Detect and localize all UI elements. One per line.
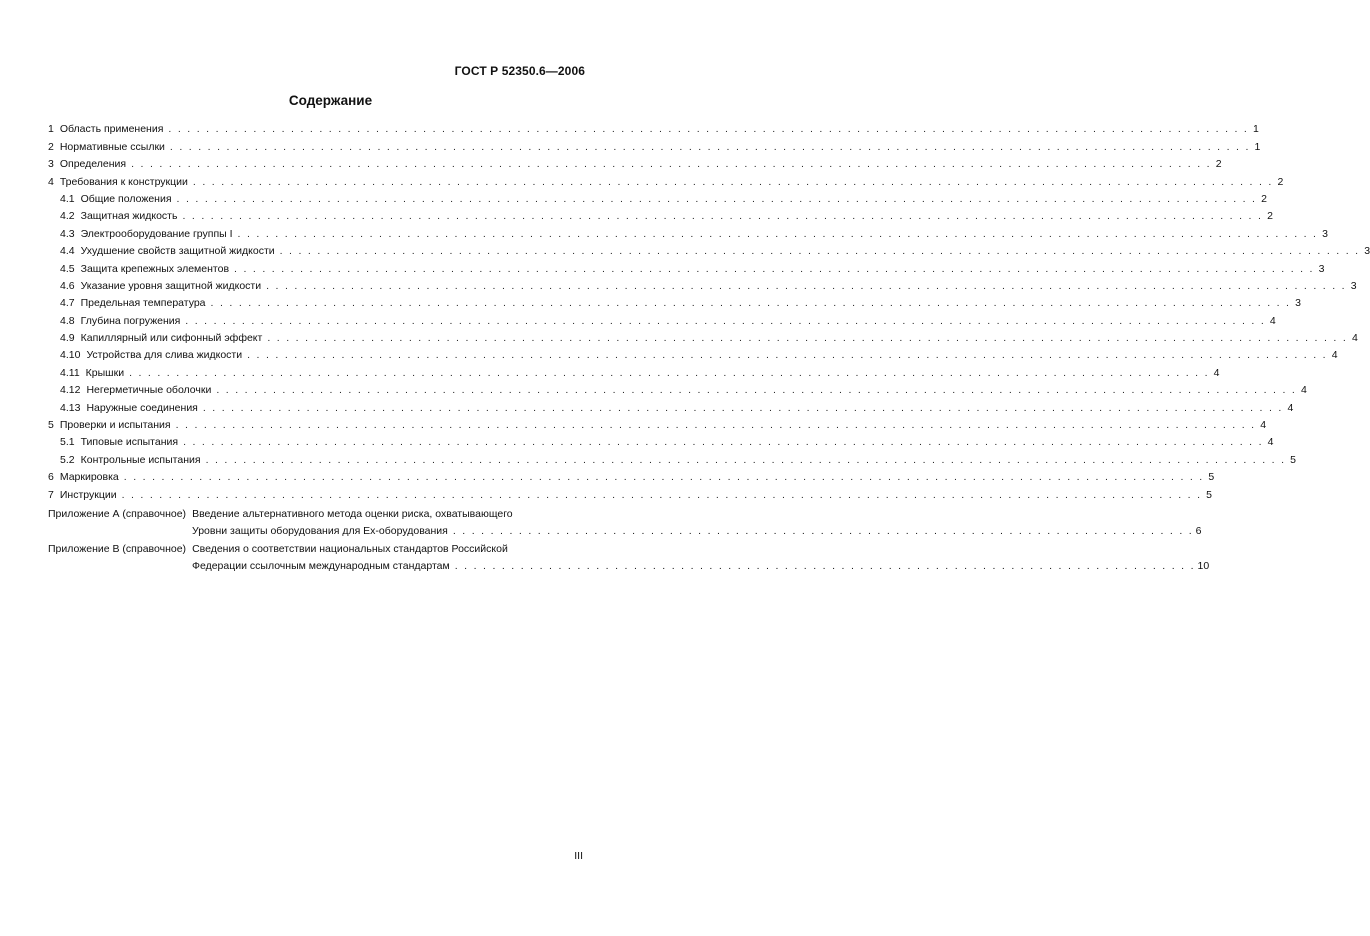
toc-entry-page: 1: [1254, 140, 1261, 153]
toc-entry-title: [60, 367, 124, 380]
toc-entry-title: [60, 436, 178, 449]
toc-entry-page: 4: [1331, 349, 1338, 362]
toc-entry-title: [60, 245, 275, 258]
toc-leader-dots: [122, 489, 1200, 502]
toc-entry[interactable]: [48, 362, 1220, 379]
toc-entry-number: 4.3: [60, 227, 75, 240]
toc-entry-title: [60, 210, 177, 223]
toc-entry-page: 2: [1277, 175, 1284, 188]
toc-leader-dots: [280, 245, 1358, 258]
appendix-second-line: [48, 520, 1202, 537]
toc-entry-number: 4.11: [60, 366, 80, 379]
appendix-title-line2: Уровни защиты оборудования для Ex-оборудования: [192, 524, 448, 537]
toc-entry-title: [60, 454, 201, 467]
toc-entry[interactable]: [48, 449, 1297, 466]
toc-entry-page: 3: [1364, 245, 1370, 258]
toc-entry-title: [60, 280, 261, 293]
toc-entry-page: 4: [1213, 366, 1220, 379]
toc-entry[interactable]: [48, 171, 1284, 188]
appendix-title-line1: Сведения о соответствии национальных стандартов Российской: [192, 542, 508, 555]
toc-leader-dots: [455, 560, 1194, 572]
document-code: ГОСТ Р 52350.6—2006: [454, 64, 585, 78]
toc-entry-number: 7: [48, 488, 54, 501]
toc-entry-text: Контрольные испытания: [80, 453, 201, 466]
toc-leader-dots: [177, 193, 1255, 206]
toc-leader-dots: [266, 280, 1344, 293]
toc-entry-text: Проверки и испытания: [59, 419, 171, 432]
toc-entry-text: Предельная температура: [80, 297, 206, 310]
toc-entry-text: Указание уровня защитной жидкости: [80, 279, 262, 292]
toc-entry[interactable]: [48, 136, 1261, 153]
toc-entry-number: 5.2: [60, 453, 75, 466]
toc-entry[interactable]: [48, 258, 1325, 275]
toc-entry-page: 3: [1322, 227, 1328, 240]
toc-entry-page: 5: [1208, 471, 1215, 484]
toc-entry-text: Инструкции: [59, 488, 117, 501]
toc-entry-page: 3: [1318, 262, 1325, 275]
toc-entry-number: 4.4: [60, 245, 75, 258]
appendix-first-line: [48, 539, 584, 555]
toc-leader-dots: [216, 384, 1294, 397]
toc-entry-text: Глубина погружения: [80, 314, 181, 327]
toc-entry-page: 2: [1261, 192, 1267, 205]
toc-entry-text: Электрооборудование группы I: [80, 227, 233, 240]
table-of-contents: [48, 119, 1370, 573]
toc-entry-text: Общие положения: [80, 192, 172, 205]
toc-entry[interactable]: [48, 345, 1338, 362]
toc-entry-page: 4: [1260, 419, 1267, 432]
toc-entry-text: Устройства для слива жидкости: [86, 349, 243, 362]
toc-entry-number: 4.1: [60, 192, 75, 205]
toc-entry-title: [48, 489, 117, 502]
toc-entry[interactable]: [48, 328, 1358, 345]
toc-entry[interactable]: [48, 415, 1267, 432]
toc-entry-page: 4: [1351, 332, 1358, 345]
toc-entry[interactable]: [48, 189, 1267, 206]
appendix-title-line2: Федерации ссылочным международным стандартам: [192, 560, 450, 573]
toc-entry-title: [60, 315, 180, 328]
toc-leader-dots: [182, 210, 1260, 223]
toc-leader-dots: [247, 349, 1325, 362]
toc-leader-dots: [131, 158, 1209, 171]
toc-leader-dots: [183, 436, 1261, 449]
toc-entry-title: [48, 176, 188, 189]
toc-entry-number: 3: [48, 158, 54, 171]
toc-leader-dots: [238, 228, 1316, 241]
toc-entry-title: [48, 141, 165, 154]
appendix-label: Приложение В (справочное): [48, 542, 187, 555]
toc-entry-title: [60, 402, 198, 415]
toc-entry-page: 2: [1215, 158, 1222, 171]
toc-leader-dots: [234, 263, 1312, 276]
toc-leader-dots: [206, 454, 1284, 467]
toc-entry-text: Защита крепежных элементов: [80, 262, 230, 275]
toc-entry-title: [48, 123, 163, 136]
toc-entry-number: 4.7: [60, 297, 75, 310]
toc-leader-dots: [267, 332, 1345, 345]
toc-entry-title: [60, 228, 233, 241]
toc-entry-text: Определения: [59, 158, 127, 171]
toc-leader-dots: [170, 141, 1248, 154]
toc-entry[interactable]: [48, 206, 1273, 223]
toc-entry-page: 1: [1253, 123, 1259, 136]
toc-appendix[interactable]: [48, 504, 1202, 537]
toc-entry[interactable]: [48, 380, 1307, 397]
toc-entry-page: 4: [1300, 384, 1307, 397]
toc-entry-number: 4.5: [60, 262, 75, 275]
toc-entry-number: 5.1: [60, 436, 75, 449]
appendix-page: 6: [1195, 524, 1202, 537]
toc-entry-page: 4: [1267, 436, 1274, 449]
toc-leader-dots: [211, 297, 1289, 310]
toc-entry[interactable]: [48, 276, 1357, 293]
toc-entry[interactable]: [48, 432, 1274, 449]
toc-entry[interactable]: [48, 154, 1222, 171]
toc-entry-page: 4: [1269, 314, 1276, 327]
toc-entry[interactable]: [48, 467, 1215, 484]
toc-entry-number: 6: [48, 471, 54, 484]
toc-entry-title: [48, 158, 126, 171]
toc-leader-dots: [453, 525, 1192, 537]
toc-entry-text: Требования к конструкции: [59, 175, 188, 188]
toc-leader-dots: [185, 315, 1263, 328]
toc-entry-text: Негерметичные оболочки: [86, 384, 212, 397]
toc-entry-title: [48, 419, 171, 432]
toc-entry[interactable]: [48, 223, 1328, 240]
toc-entry[interactable]: [48, 241, 1370, 258]
toc-entry-number: 2: [48, 140, 54, 153]
toc-entry-page: 5: [1290, 453, 1297, 466]
toc-leader-dots: [168, 123, 1246, 136]
toc-entry-title: [60, 193, 172, 206]
toc-leader-dots: [203, 402, 1281, 415]
toc-leader-dots: [193, 176, 1271, 189]
toc-entry[interactable]: [48, 293, 1301, 310]
toc-entry-page: 4: [1287, 401, 1294, 414]
toc-entry-text: Защитная жидкость: [80, 210, 178, 223]
page-number: III: [574, 850, 583, 862]
toc-entry-number: 4.8: [60, 314, 75, 327]
toc-leader-dots: [129, 367, 1207, 380]
toc-entry-title: [60, 263, 229, 276]
toc-entry-number: 5: [48, 419, 54, 432]
toc-entry-number: 4: [48, 175, 54, 188]
toc-entry-title: [60, 332, 262, 345]
toc-entry-number: 4.2: [60, 210, 75, 223]
toc-entry-text: Область применения: [59, 123, 164, 136]
toc-entry[interactable]: [48, 397, 1294, 414]
toc-entry-page: 5: [1206, 488, 1213, 501]
appendix-first-line: [48, 504, 584, 520]
toc-entry-number: 4.12: [60, 384, 81, 397]
toc-entry-text: Маркировка: [59, 471, 119, 484]
toc-entry-title: [60, 349, 242, 362]
toc-entry-text: Типовые испытания: [80, 436, 179, 449]
toc-entry-page: 3: [1295, 297, 1301, 310]
toc-leader-dots: [176, 419, 1254, 432]
appendix-second-line: [48, 555, 1210, 573]
toc-entry[interactable]: [48, 310, 1276, 327]
appendix-label: Приложение А (справочное): [48, 507, 187, 520]
toc-entry-number: 4.10: [60, 349, 81, 362]
toc-entry-page: 3: [1350, 279, 1357, 292]
toc-entry-text: Крышки: [85, 366, 125, 379]
toc-entry-page: 2: [1267, 210, 1273, 223]
toc-entry-title: [60, 384, 211, 397]
toc-entry-text: Нормативные ссылки: [59, 140, 165, 153]
toc-entry[interactable]: [48, 484, 1213, 501]
toc-title: Содержание: [288, 93, 373, 108]
toc-entry-text: Ухудшение свойств защитной жидкости: [80, 245, 275, 258]
toc-entry-number: 1: [48, 123, 54, 136]
toc-entry-text: Капиллярный или сифонный эффект: [80, 332, 263, 345]
toc-appendix[interactable]: [48, 539, 1210, 573]
toc-leader-dots: [124, 471, 1202, 484]
toc-entry-text: Наружные соединения: [86, 401, 198, 414]
toc-entry-number: 4.9: [60, 332, 75, 345]
toc-entry-number: 4.6: [60, 279, 75, 292]
appendix-page: 10: [1197, 560, 1210, 573]
toc-entry[interactable]: [48, 119, 1259, 136]
toc-entry-title: [60, 297, 206, 310]
toc-entry-number: 4.13: [60, 401, 81, 414]
appendix-title-line1: Введение альтернативного метода оценки риска, охватывающего: [192, 507, 513, 520]
toc-entry-title: [48, 471, 119, 484]
